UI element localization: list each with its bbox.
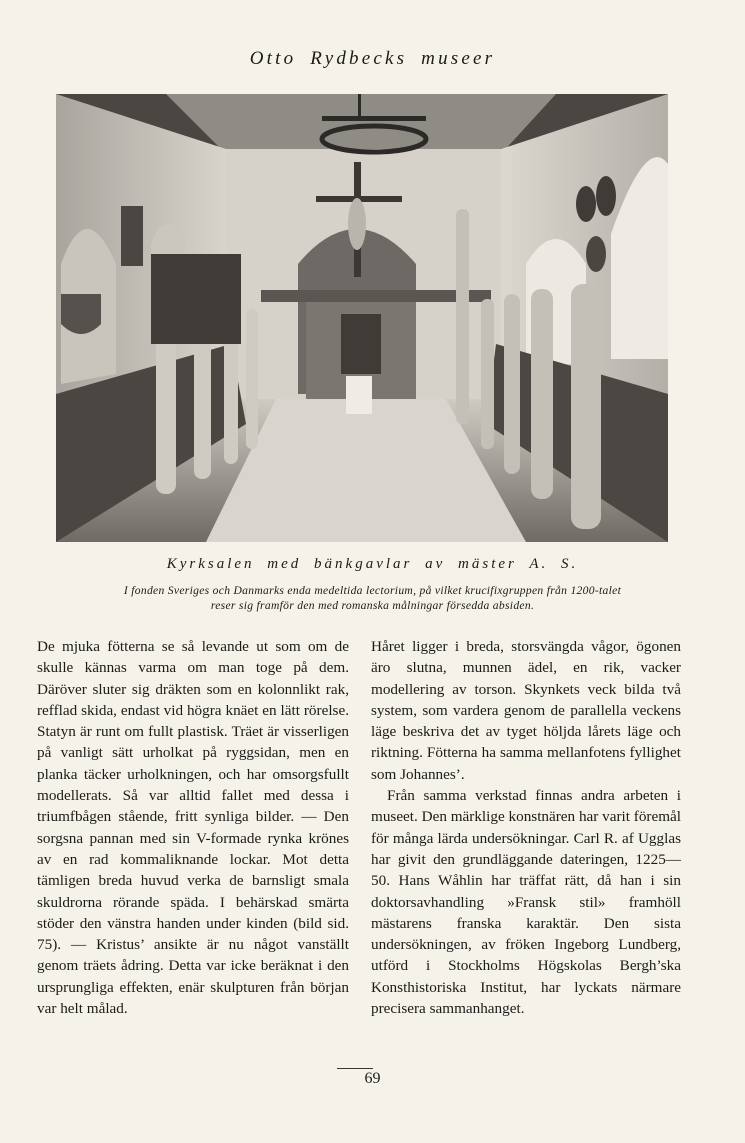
church-interior-photo: [56, 94, 668, 542]
paragraph: Håret ligger i breda, storsvängda vågor, ögonen äro slutna, munnen ädel, en rik, vacker modellering av torson. Skynkets veck bilda två system, som vardera genom de parallella veckens läge beskriva det av tyget höljda lårets läge och riktning. Fötterna ha samma mellanfotens fyllighet som Johannes’.: [371, 638, 681, 783]
page-number: 69: [364, 1070, 381, 1087]
paragraph: De mjuka fötterna se så levande ut som om de skulle kännas varma om man toge på dem. Däröver sluter sig dräkten som en kolonnlikt rak, refflad skida, endast vid högra knäet en lätt rörelse. Statyn är runt om fullt plastisk. Träet är visserligen på vanligt sätt urholkat på ryggsidan, men en planka täcker urholkningen, och har omsorgsfullt modellerats. Så var alltid fallet med dessa i triumfbågen stående, fritt synliga bilder. — Den sorgsna pannan med sin V-formade rynka krönes av en rad kommaliknande lockar. Mot detta tämligen breda huvud verka de barnsligt smala skuldrorna rörande späda. I behärskad smärta stöder den vänstra handen under kinden (bild sid. 75). — Kristus’ ansikte är nu något vanställt genom träets ådring. Detta var icke beräknat i den ursprungliga effekten, enär skulpturen från början var helt målad.: [37, 638, 349, 1018]
figure-caption-title: Kyrksalen med bänkgavlar av mäster A. S.: [166, 556, 579, 572]
page-number-rule: [337, 1068, 373, 1069]
left-text-column: [37, 636, 349, 1019]
paragraph: Från samma verkstad finnas andra arbeten i museet. Den märklige konstnären har varit föremål för många lärda undersökningar. Carl R. af Ugglas har givit den grundläggande dateringen, 1225—50. Hans Wåhlin har träffat rätt, då han i sin doktorsavhandling »Fransk stil» framhöll mästarens franska karaktär. Den sista undersökningen, av fröken Ingeborg Lundberg, utförd i Stockholms Högskolas Bergh’ska Konsthistoriska Institut, har lyckats närmare precisera sammanhanget.: [371, 787, 681, 1018]
church-interior-illustration: [56, 94, 668, 542]
right-text-column: [371, 636, 681, 1019]
caption-line: reser sig framför den med romanska målningar försedda absiden.: [210, 599, 535, 612]
figure-caption: [30, 583, 715, 613]
running-head: Otto Rydbecks museer: [249, 48, 496, 69]
caption-line: I fonden Sveriges och Danmarks enda medeltida lectorium, på vilket krucifixgruppen från 1200-talet: [123, 584, 622, 597]
